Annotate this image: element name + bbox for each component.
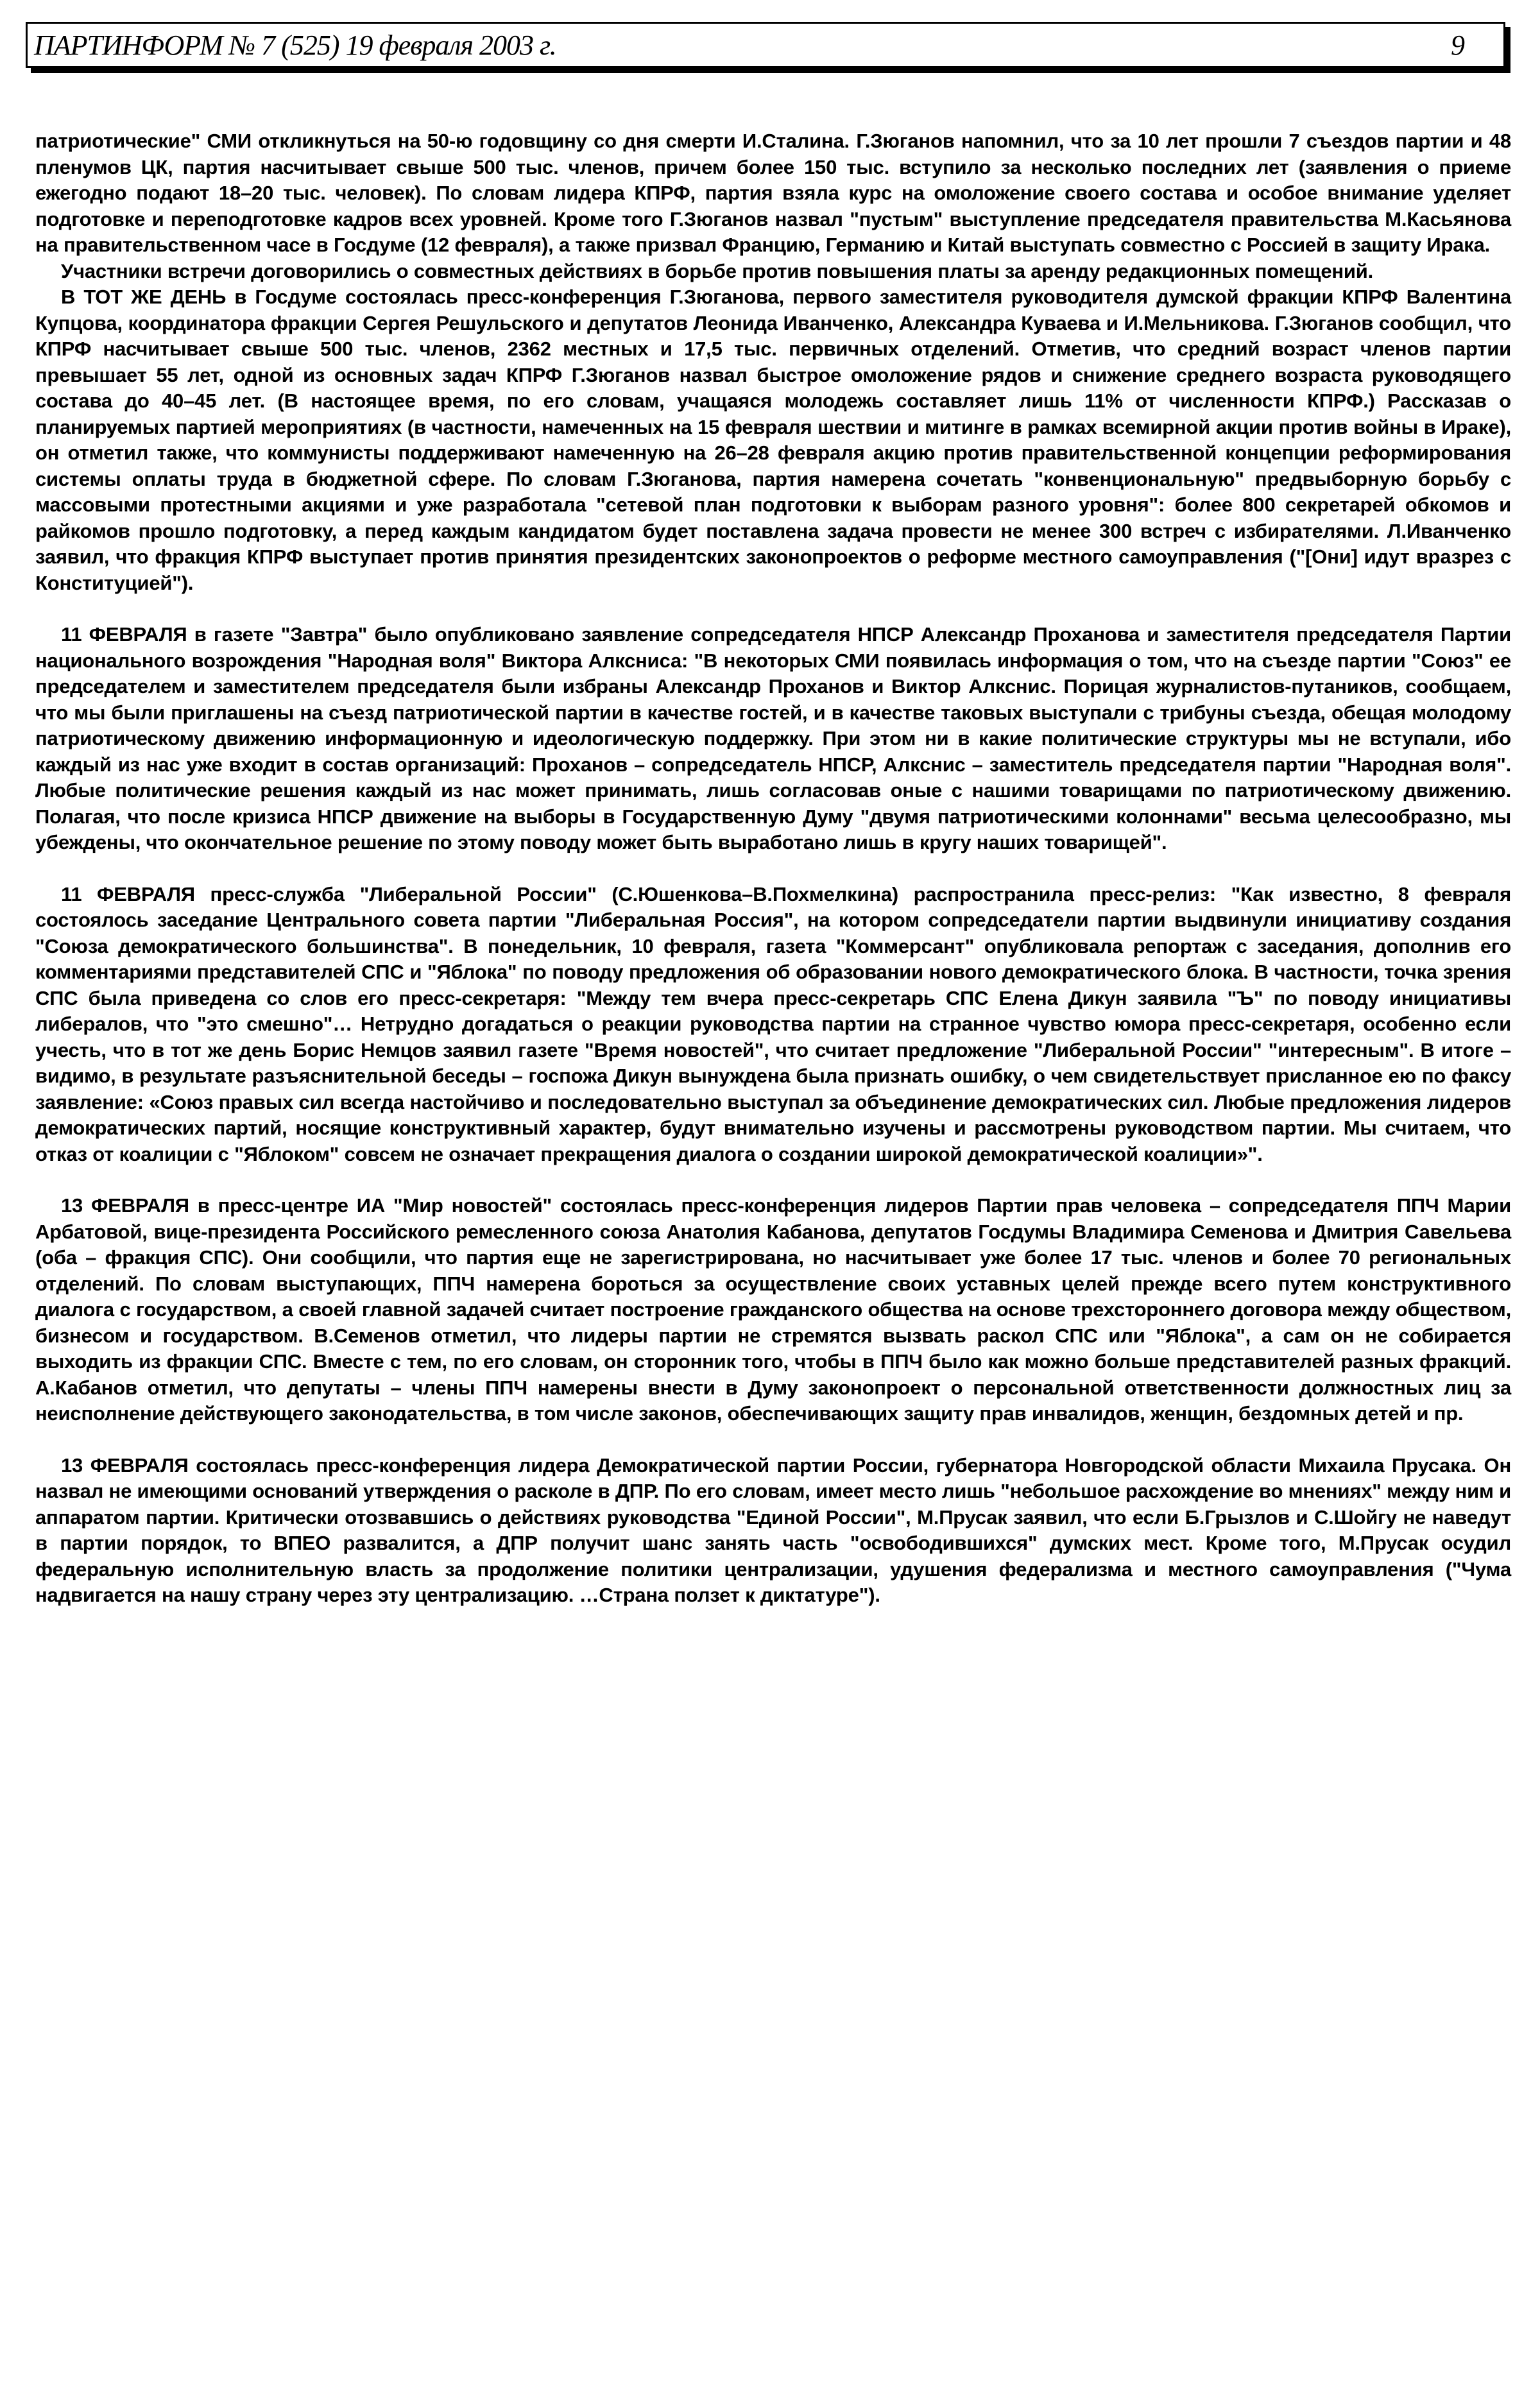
article-body bbox=[35, 128, 1511, 1609]
paragraph-same-day-press-conference: В ТОТ ЖЕ ДЕНЬ в Госдуме состоялась пресс-конференция Г.Зюганова, первого заместителя руководителя думской фракции КПРФ Валентина Купцова, координатора фракции Сергея Решульского и депутатов Леонида Иванченко, Александра Куваева и И.Мельникова. Г.Зюганов сообщил, что КПРФ насчитывает свыше 500 тыс. членов, 2362 местных и 17,5 тыс. первичных отделений. Отметив, что средний возраст членов партии превышает 55 лет, одной из основных задач КПРФ Г.Зюганов назвал быстрое омоложение рядов и снижение среднего возраста руководящего состава до 40–45 лет. (В настоящее время, по его словам, учащаяся молодежь составляет лишь 11% от численности КПРФ.) Рассказав о планируемых партией мероприятиях (в частности, намеченных на 15 февраля шествии и митинге в рамках всемирной акции против войны в Ираке), он отметил также, что коммунисты поддерживают намеченную на 26–28 февраля акцию против правительственной концепции реформирования системы оплаты труда в бюджетной сфере. По словам Г.Зюганова, партия намерена сочетать "конвенциональную" предвыборную борьбу с массовыми протестными акциями и уже разработала "сетевой план подготовки к выборам разного уровня": более 800 секретарей обкомов и райкомов прошло подготовку, а перед каждым кандидатом будет поставлена задача провести не менее 300 встреч с избирателями. Л.Иванченко заявил, что фракция КПРФ выступает против принятия президентских законопроектов о реформе местного самоуправления ("[Они] идут вразрез с Конституцией"). bbox=[35, 286, 1511, 594]
paragraph-meeting-agreement: Участники встречи договорились о совместных действиях в борьбе против повышения платы за аренду редакционных помещений. bbox=[61, 259, 1374, 282]
paragraph-feb11-liberal-russia: 11 ФЕВРАЛЯ пресс-служба "Либеральной России" (С.Юшенкова–В.Похмелкина) распространила пресс-релиз: "Как известно, 8 февраля состоялось заседание Центрального совета партии "Либеральная Россия", на котором сопредседатели партии выдвинули инициативу создания "Союза демократического большинства". В понедельник, 10 февраля, газета "Коммерсант" опубликовала репортаж с заседания, дополнив его комментариями представителей СПС и "Яблока" по поводу предложения об образовании нового демократического блока. В частности, точка зрения СПС была приведена со слов его пресс-секретаря: "Между тем вчера пресс-секретарь СПС Елена Дикун заявила "Ъ" по поводу инициативы либералов, что "это смешно"… Нетрудно догадаться о реакции руководства партии на странное чувство юмора пресс-секретаря, особенно если учесть, что в тот же день Борис Немцов заявил газете "Время новостей", что считает предложение "Либеральной России" "интересным". В итоге – видимо, в результате разъяснительной беседы – госпожа Дикун вынуждена была признать ошибку, о чем свидетельствует присланное ею по факсу заявление: «Союз правых сил всегда настойчиво и последовательно выступал за объединение демократических сил. Любые предложения лидеров демократических партий, носящие конструктивный характер, будут внимательно изучены и рассмотрены руководством партии. Мы считаем, что отказ от коалиции с "Яблоком" совсем не означает прекращения диалога о создании широкой демократической коалиции»". bbox=[35, 882, 1511, 1165]
paragraph-feb13-human-rights-party: 13 ФЕВРАЛЯ в пресс-центре ИА "Мир новостей" состоялась пресс-конференция лидеров Партии прав человека – сопредседателя ППЧ Марии Арбатовой, вице-президента Российского ремесленного союза Анатолия Кабанова, депутатов Госдумы Владимира Семенова и Дмитрия Савельева (оба – фракция СПС). Они сообщили, что партия еще не зарегистрирована, но насчитывает уже более 17 тыс. членов и более 70 региональных отделений. По словам выступающих, ППЧ намерена бороться за осуществление своих уставных целей прежде всего путем конструктивного диалога с государством, а своей главной задачей считает построение гражданского общества на основе трехстороннего договора между обществом, бизнесом и государством. В.Семенов отметил, что лидеры партии не стремятся вызвать раскол СПС или "Яблока", а сам он не собирается выходить из фракции СПС. Вместе с тем, по его словам, он сторонник того, чтобы в ППЧ было как можно больше представителей разных фракций. А.Кабанов отметил, что депутаты – члены ППЧ намерены внести в Думу законопроект о персональной ответственности должностных лиц за неисполнение действующего законодательства, в том числе законов, обеспечивающих защиту прав инвалидов, женщин, бездомных детей и пр. bbox=[35, 1194, 1511, 1425]
publication-title: ПАРТИНФОРМ № 7 (525) 19 февраля 2003 г. bbox=[34, 30, 556, 61]
paragraph-zyuganov-continued: патриотические" СМИ откликнуться на 50-ю годовщину со дня смерти И.Сталина. Г.Зюганов напомнил, что за 10 лет прошли 7 съездов партии и 48 пленумов ЦК, партия насчитывает свыше 500 тыс. членов, причем более 150 тыс. вступило за несколько последних лет (заявления о приеме ежегодно подают 18–20 тыс. человек). По словам лидера КПРФ, партия взяла курс на омоложение своего состава и особое внимание уделяет подготовке и переподготовке кадров всех уровней. Кроме того Г.Зюганов назвал "пустым" выступление председателя правительства М.Касьянова на правительственном часе в Госдуме (12 февраля), а также призвал Францию, Германию и Китай выступать совместно с Россией в защиту Ирака. bbox=[35, 130, 1511, 256]
paragraph-feb13-dpr: 13 ФЕВРАЛЯ состоялась пресс-конференция лидера Демократической партии России, губернатора Новгородской области Михаила Прусака. Он назвал не имеющими оснований утверждения о расколе в ДПР. По его словам, имеет место лишь "небольшое расхождение во мнениях" между ним и аппаратом партии. Критически отозвавшись о действиях руководства "Единой России", М.Прусак заявил, что если Б.Грызлов и С.Шойгу не наведут в партии порядок, то ВПЕО развалится, а ДПР получит шанс занять часть "освободившихся" думских мест. Кроме того, М.Прусак осудил федеральную исполнительную власть за продолжение политики централизации, удушения федерализма и местного самоуправления ("Чума надвигается на нашу страну через эту централизацию. …Страна ползет к диктатуре"). bbox=[35, 1453, 1511, 1606]
paragraph-feb11-zavtra: 11 ФЕВРАЛЯ в газете "Завтра" было опубликовано заявление сопредседателя НПСР Александр Проханова и заместителя председателя Партии национального возрождения "Народная воля" Виктора Алксниса: "В некоторых СМИ появилась информация о том, что на съезде партии "Союз" ее председателем и заместителем председателя были избраны Александр Проханов и Виктор Алкснис. Порицая журналистов-путаников, сообщаем, что мы были приглашены на съезд патриотической партии в качестве гостей, и в качестве таковых выступали с трибуны съезда, обещая молодому патриотическому движению информационную и идеологическую поддержку. При этом ни в какие политические структуры мы не вступали, ибо каждый из нас уже входит в состав организаций: Проханов – сопредседатель НПСР, Алкснис – заместитель председателя партии "Народная воля". Любые политические решения каждый из нас может принимать, лишь согласовав оные с нашими товарищами по патриотическому движению. Полагая, что после кризиса НПСР движение на выборы в Государственную Думу "двумя патриотическими колоннами" весьма целесообразно, мы убеждены, что окончательное решение по этому поводу может быть выработано лишь в кругу наших товарищей". bbox=[35, 623, 1511, 853]
page-number: 9 bbox=[1451, 30, 1465, 61]
page-header bbox=[26, 22, 1505, 68]
